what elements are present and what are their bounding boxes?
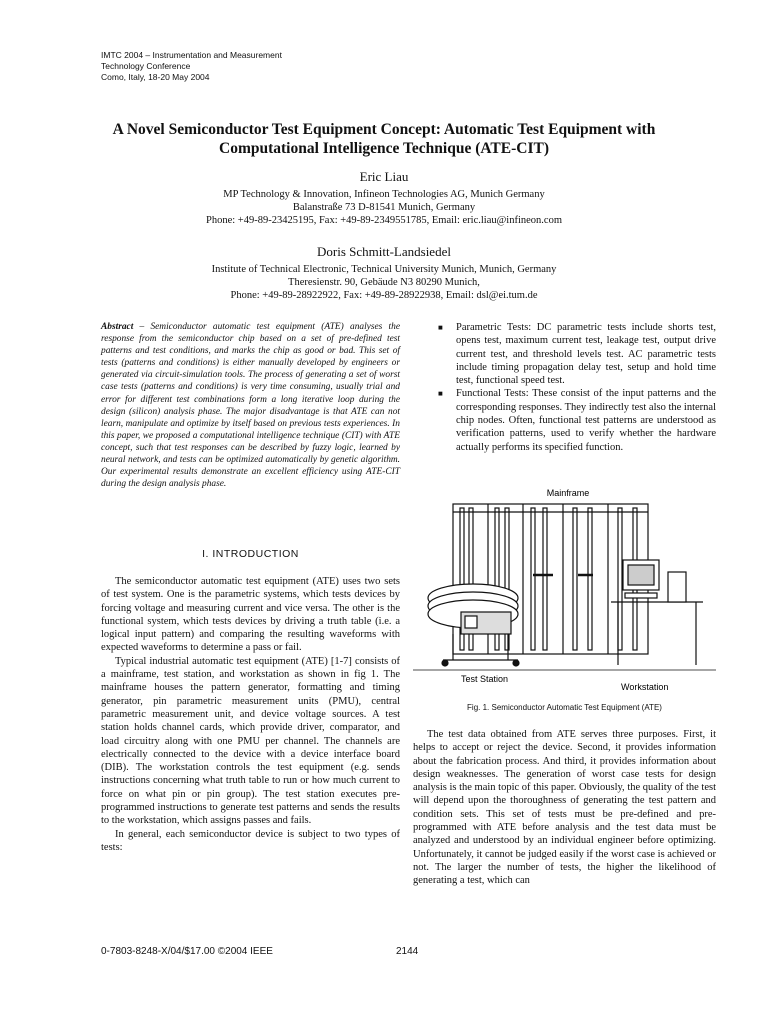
conference-line: Technology Conference [101,61,191,71]
conference-line: IMTC 2004 – Instrumentation and Measurement [101,50,282,60]
title-line-1: A Novel Semiconductor Test Equipment Concept: Automatic Test Equipment with [112,121,656,138]
author-block-1 [40,169,728,227]
bullet-icon: ■ [438,389,443,399]
paper-title [40,120,728,158]
author-block-2 [40,244,728,302]
section-heading: I. INTRODUCTION [202,548,299,560]
page-number: 2144 [396,946,419,957]
paragraph: In general, each semiconductor device is subject to two types of tests: [101,828,400,853]
figure-label-mainframe: Mainframe [546,488,590,498]
list-item [432,387,716,453]
paragraph: The test data obtained from ATE serves three purposes. First, it helps to accept or reject the device. Second, it provides information about the fabrication process. And third, it provides information about design weaknesses. The generation of worst case tests for design analysis is the main topic of this paper. Obviously, the quality of the test will depend upon the thoroughness of generating the test pattern and condition sets. This set of tests must be pre-defined and pre-programmed with ATE before analysis and the test data must be analyzed and understood by an individual engineer before optimizing. Unfortunately, it cannot be judged easily if the worst case is achieved or not. The larger the number of tests, the higher the likelihood of generating a test, which can [413,729,716,887]
bullet-text: Functional Tests: These consist of the input patterns and the corresponding responses. They indirectly test also the internal chip nodes. Often, functional test patterns are understood as verification patterns, used to verify whether the hardware actually performs its specified function. [456,388,716,453]
bullet-icon: ■ [438,323,443,332]
footer-code: 0-7803-8248-X/04/$17.00 ©2004 IEEE [101,946,273,957]
abstract [101,321,400,490]
author-address: Theresienstr. 90, Gebäude N3 80290 Munich, [288,277,480,288]
author-name: Eric Liau [359,169,409,184]
author-contact: Phone: +49-89-28922922, Fax: +49-89-28922938, Email: dsl@ei.tum.de [230,290,538,301]
paragraph: The semiconductor automatic test equipment (ATE) uses two sets of test system. One is the parametric systems, which tests devices by forcing voltage and measuring current and vice versa. The other is the functional system, which tests devices by driving a truth table (i.e. a logical input pattern) and comparing the resulting waveforms with expected waveforms to determine a pass or fail. [101,576,400,654]
paragraph: Typical industrial automatic test equipment (ATE) [1-7] consists of a mainframe, test station, and workstation as shown in fig 1. The mainframe houses the pattern generator, formatting and timing generator, pin parametric measurement units (PMU), central parametric measurement unit, and device voltage sources. A test station holds channel cards, which provide driver, comparator, and load circuitry along with one PMU per channel. The channels are electrically connected to the device with a device interface board (DIB). The workstation controls the test equipment (e.g. sends instructions concerning what truth table to run or how much current to force on what pin or pin group). The test station executes pre-programmed instructions to generate test patterns and sends the results to the workstation, which assigns passes and fails. [101,655,400,827]
author-address: Balanstraße 73 D-81541 Munich, Germany [292,202,476,213]
author-name: Doris Schmitt-Landsiedel [317,244,451,259]
author-affiliation: Institute of Technical Electronic, Technical University Munich, Munich, Germany [211,264,557,275]
bullet-text: Parametric Tests: DC parametric tests include shorts test, opens test, maximum current test, leakage test, output drive current test, and threshold levels test. AC parametric tests include timing propagation delay test, setup and hold time test, functional speed test. [456,322,716,387]
author-affiliation: MP Technology & Innovation, Infineon Technologies AG, Munich Germany [223,189,545,200]
intro-body [101,575,400,854]
ate-figure [413,480,716,700]
bullet-list [432,321,716,454]
figure-caption: Fig. 1. Semiconductor Automatic Test Equipment (ATE) [467,703,662,712]
conference-info [101,50,282,83]
right-column-body [413,728,716,888]
title-line-2: Computational Intelligence Technique (ATE-CIT) [219,140,549,157]
abstract-label: Abstract [101,322,134,332]
author-contact: Phone: +49-89-23425195, Fax: +49-89-2349551785, Email: eric.liau@infineon.com [205,215,562,226]
abstract-text: – Semiconductor automatic test equipment (ATE) analyses the response from the semiconductor chip based on a set of pre-defined test patterns and test conditions, and marks the chip as good or bad. This set of tests (patterns and conditions) is either manually developed by engineers or generated via circuit-simulation tools. The process of generating a set of worst case tests (patterns and conditions) is very time consuming, usually trial and error for different test combinations form a long iterative loop during the design (silicon) analysis phase. The major disadvantage is that ATE can not learn, manipulate and optimize by itself based on previous tests experiences. In this paper, we proposed a computational intelligence technique (CIT) with ATE concept, such that test responses can be described by fuzzy logic, learned by neural network, and tests can be optimized automatically by genetic algorithm. Our experimental results demonstrate an excellent efficiency using ATE-CIT during the design analysis phase. [101,322,400,490]
list-item [432,321,716,387]
figure-label-test-station: Test Station [461,674,509,684]
workstation-icon [611,560,703,665]
conference-line: Como, Italy, 18-20 May 2004 [101,72,210,82]
figure-label-workstation: Workstation [621,682,669,692]
